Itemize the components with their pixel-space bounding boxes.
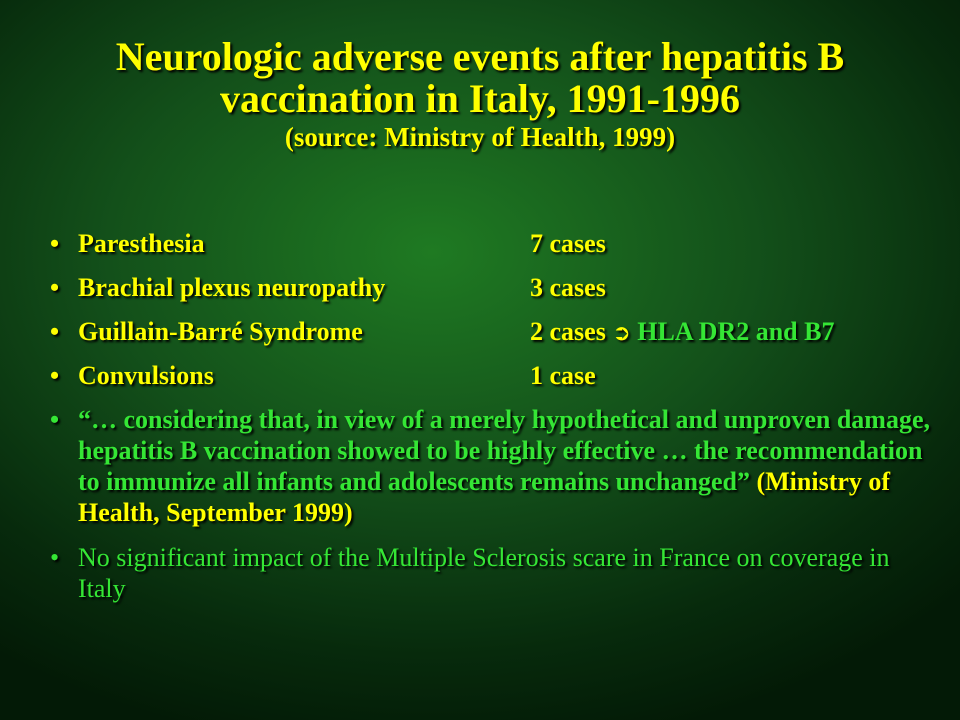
bullet-icon: • [50,405,60,434]
quote-source: (Ministry of Health, September 1999) [78,467,891,527]
list-item-paresthesia [46,228,936,264]
title-line-1: Neurologic adverse events after hepatitis B [115,34,845,79]
event-note: HLA DR2 and B7 [637,317,835,346]
list-item-convulsions [46,360,936,396]
list-item-brachial-plexus [46,272,936,308]
event-name: Convulsions [78,361,214,390]
event-name: Brachial plexus neuropathy [78,273,386,302]
event-count: 3 cases [530,273,606,302]
bullet-list [46,228,936,604]
bullet-icon: • [50,543,60,572]
slide-title [0,36,960,154]
quote-text: “… considering that, in view of a merely hypothetical and unproven damage, hepatitis B vaccination showed to be highly effective … the recommendation to immunize all infants and adolescents remains unchanged” [78,405,931,496]
bullet-icon: • [50,273,60,302]
list-item-conclusion [46,542,936,604]
event-count: 7 cases [530,229,606,258]
event-count: 2 cases [530,317,606,346]
conclusion-text: No significant impact of the Multiple Sclerosis scare in France on coverage in Italy [78,543,890,603]
event-count: 1 case [530,361,596,390]
bullet-icon: • [50,361,60,390]
bullet-icon: • [50,317,60,346]
list-item-guillain-barre [46,316,936,352]
event-name: Guillain-Barré Syndrome [78,317,363,346]
bullet-icon: • [50,229,60,258]
list-item-quote [46,404,936,528]
event-count-with-note [530,316,835,349]
arrow-right-icon: ➲ [612,321,631,346]
title-line-2: vaccination in Italy, 1991-1996 [219,76,741,121]
title-source: (source: Ministry of Health, 1999) [284,122,676,152]
event-name: Paresthesia [78,229,205,258]
